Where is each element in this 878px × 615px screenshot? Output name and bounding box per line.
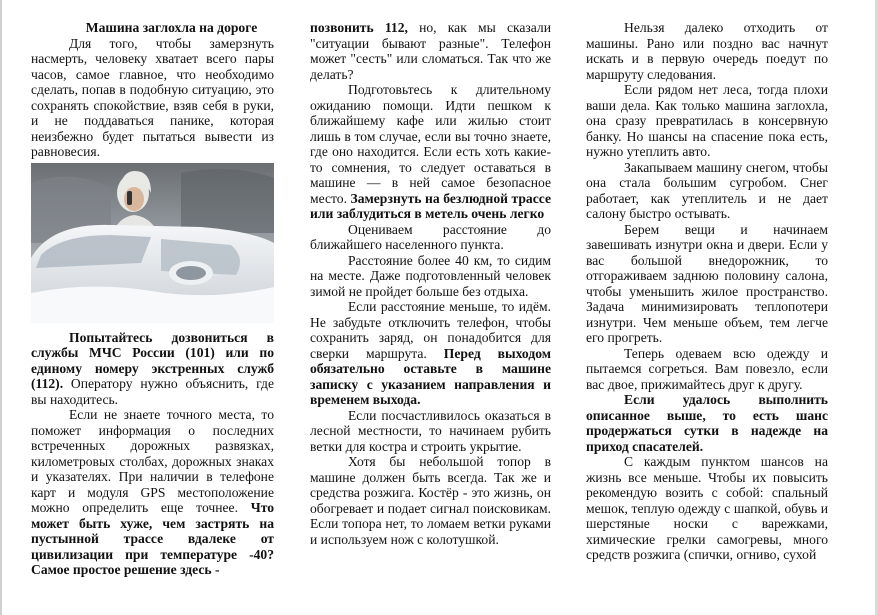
paragraph: Попытайтесь дозвониться в службы МЧС России (101) или по единому номеру экстренных служб (112). Оператору нужно объяснить, где вы находитесь. xyxy=(31,329,274,407)
column-3 xyxy=(586,20,828,563)
paragraph: Закапываем машину снегом, чтобы она стала большим сугробом. Снег работает, как утеплитель и не дает салону быстро остывать. xyxy=(586,159,828,221)
article-title: Машина заглохла на дороге xyxy=(85,20,258,35)
paragraph: Хотя бы небольшой топор в машине должен быть всегда. Так же и средства розжига. Костёр - это жизнь, он обогревает и подает сигнал поисковикам. Если топора нет, то ломаем ветки руками и используем нож с колотушкой. xyxy=(310,454,551,547)
paragraph: позвонить 112, но, как мы сказали "ситуации бывают разные". Телефон может "сесть" или сломаться. Так что же делать? xyxy=(310,20,551,82)
paragraph: Нельзя далеко отходить от машины. Рано или поздно вас начнут искать и в первую очередь поедут по маршруту следования. xyxy=(586,20,828,82)
column-2 xyxy=(310,20,551,547)
paragraph: Берем вещи и начинаем завешивать изнутри окна и двери. Если у вас большой внедорожник, то отгораживаем заднюю половину салона, чтобы уменьшить жилое пространство. Задача минимизировать теплопотери изнутри. Чем меньше объем, тем легче его прогреть. xyxy=(586,221,828,345)
column-1 xyxy=(31,20,274,578)
paragraph: Расстояние более 40 км, то сидим на месте. Даже подготовленный человек зимой не пройдет больше без отдыха. xyxy=(310,252,551,299)
paragraph: Если расстояние меньше, то идём. Не забудьте отключить телефон, чтобы сохранить заряд, он понадобится для сверки маршрута. Перед выходом обязательно оставьте в машине записку с указанием направления и временем выхода. xyxy=(310,299,551,407)
woman-phone-snowy-car-photo xyxy=(31,163,274,323)
paragraph: Теперь одеваем всю одежду и пытаемся согреться. Вам повезло, если вас двое, прижимайтесь друг к другу. xyxy=(586,345,828,392)
paragraph: С каждым пунктом шансов на жизнь все меньше. Чтобы их повысить рекомендую возить с собой: спальный мешок, теплую одежду с шапкой, обувь и шерстяные носки с варежками, химические грелки самогревы, много средств розжига (спички, огниво, сухой xyxy=(586,454,828,562)
page-left-edge xyxy=(0,0,2,615)
paragraph: Для того, чтобы замерзнуть насмерть, человеку хватает всего пары часов, самое главное, что необходимо сделать, попав в подобную ситуацию, это сохранять спокойствие, взяв себя в руки, и не поддаваться панике, которая неизбежно будет пытаться вывести из равновесия. xyxy=(31,35,274,159)
paragraph: Если посчастливилось оказаться в лесной местности, то начинаем рубить ветки для костра и строить укрытие. xyxy=(310,407,551,454)
paragraph: Оцениваем расстояние до ближайшего населенного пункта. xyxy=(310,221,551,252)
paragraph: Если удалось выполнить описанное выше, то есть шанс продержаться сутки в надежде на приход спасателей. xyxy=(586,392,828,454)
paragraph: Если рядом нет леса, тогда плохи ваши дела. Как только машина заглохла, она сразу превратилась в консервную банку. Но шансы на спасение пока есть, нужно утеплить авто. xyxy=(586,82,828,159)
paragraph: Подготовьтесь к длительному ожиданию помощи. Идти пешком к ближайшему кафе или жилью стоит лишь в том случае, если вы точно знаете, где оно находится. Если есть хоть какие-то сомнения, то следует оставаться в машине — в ней самое безопасное место. Замерзнуть на безлюдной трассе или заблудиться в метель очень легко xyxy=(310,82,551,221)
paragraph: Если не знаете точного места, то поможет информация о последних встреченных дорожных развязках, километровых столбах, дорожных знаках и указателях. При наличии в телефоне карт и модуля GPS местоположение можно определить еще точнее. Что может быть хуже, чем застрять на пустынной трассе вдалеке от цивилизации при температуре -40? Самое простое решение здесь - xyxy=(31,407,274,577)
